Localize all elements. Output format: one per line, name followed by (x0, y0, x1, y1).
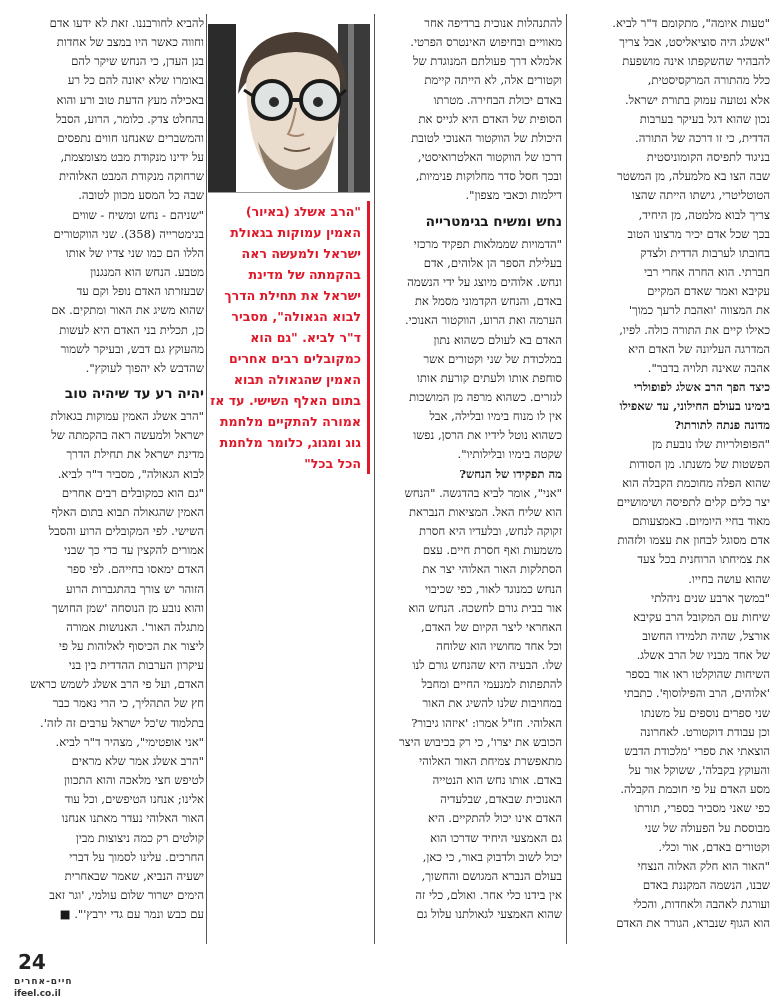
text-line: אין לו מנוח בימיו ובלילה, אבל (429, 409, 562, 424)
text-line: לבוא הגאולה", מסביר ד"ר לביא. (57, 466, 204, 481)
text-line: דרכו של הווקטור האלטרואיסטי, (417, 150, 562, 165)
text-line: אלמלא דרך פעולתם המנוגדת של (412, 54, 562, 69)
text-line: ועורגת לאהבה ולאחדות, והכלי (633, 897, 770, 912)
text-line: כיצד הפך הרב אשלג לפופולרי (633, 379, 770, 394)
text-line: והמשברים שאנחנו חווים נתפסים (57, 130, 204, 145)
column-rule (566, 14, 567, 944)
text-line: שהוא האמצעי לגאולתנו עלול גם (416, 907, 562, 922)
text-line: חץ של התהליך, כי הרי נאמר כבר (52, 696, 204, 711)
text-line: אורצל, שהיה תלמידו החשוב (642, 629, 770, 643)
text-line: במלכודת של שני וקטורים אשר (423, 351, 562, 366)
text-line: "הפופולריות שלו נובעת מן (652, 437, 770, 452)
text-line: באדם יכולת הבחירה. מטרתו (433, 92, 562, 107)
col1-body-2 (570, 435, 770, 933)
text-line: הוצאתי את ספרי 'מלכודת הדבש (624, 743, 770, 758)
text-line: מתגלה האור'. האנושות אמורה (66, 619, 204, 634)
text-line: שהדבש לא יהפוך לעוקץ". (85, 360, 204, 375)
text-line: להתנהלות אנוכית ברדיפה אחר (424, 16, 562, 30)
text-line: שהוא עושה בחייו. (688, 571, 770, 586)
col2-body (378, 14, 562, 206)
text-line: האור האלוהי נעדר מאתנו אנחנו (61, 811, 204, 826)
text-line: הסתלקות האור האלוהי יצר את (422, 562, 562, 577)
text-line: השיחות שהוקלטו ראו אור בספר (625, 667, 770, 682)
illustration-column (208, 24, 370, 474)
text-line: "הרב אשלג האמין עמוקות בגאולת (50, 409, 204, 424)
text-line: שבנו, הנשמה המקננת באדם (642, 878, 770, 893)
text-line: זקוקה לנחש, ובלעדיו היא חסרת (419, 524, 562, 539)
text-line: עיקרון הערבות ההדדית בין בני (68, 658, 204, 673)
text-line: במחויבות שלנו להשיג את האור (422, 696, 562, 711)
text-line: האדם, ועל פי הרב אשלג לשמש כראש (30, 677, 204, 692)
text-line: "אשלג היה סוציאליסט, אבל צריך (619, 35, 770, 50)
text-line: שבה הצו בא מלמעלה, מן המשטר (617, 169, 770, 184)
text-line: על ידינו מנקודת מבט מצומצמת, (60, 150, 204, 165)
text-line: כפי שאני מסביר בספרי, תורתו (634, 801, 770, 816)
text-line: עם כבש ונמר עם גדי ירבץ'". ■ (59, 907, 204, 922)
text-line: סוחפת אותו ולעתים קורעת אותו (416, 370, 562, 385)
col2-body-3 (378, 484, 562, 925)
text-line: כשהוא נוטל לידיו את הרסן, נפשו (413, 428, 562, 443)
col1-question (570, 378, 770, 435)
text-line: מדונה פנתה לתורתו? (674, 418, 770, 433)
text-line: את צמיחתו הרוחנית בכל צעד (637, 552, 770, 567)
text-line: בימינו בעולם החילוני, עד שאפילו (619, 399, 770, 414)
text-line: אור בבית גורם לחשכה. הנחש הוא (408, 600, 562, 615)
text-line: בגן העדן, כי הנחש שיקר להם (71, 54, 204, 69)
text-line: שיחות עם המקובל הרב עקיבא (633, 609, 770, 624)
text-line: הללו הם כמו שני צדיו של אותו (65, 245, 204, 260)
text-line: בחובתו לערבות הדדית ולצדק (640, 245, 770, 260)
text-line: שני ספרים נוספים על משנתו (641, 705, 770, 720)
text-line: הימים ישרור שלום עולמי, 'וגר זאב (49, 888, 204, 903)
text-line: הכובש את יצרו', כי רק בכיבוש היצר (398, 734, 562, 749)
text-line: כאילו קיים את התורה כולה. לפיו, (619, 322, 770, 337)
text-line: מדינת ישראל את תחילת הדרך (66, 447, 204, 462)
col4-body-2 (14, 407, 204, 924)
text-line: גם האמצעי היחיד שדרכו הוא (430, 830, 562, 845)
text-line: להביא לחורבננו. זאת לא ידעו אדם (49, 16, 204, 30)
text-line: באכילה מעץ הדעת טוב ורע והוא (56, 92, 204, 107)
text-line: "טעות איומה", מתקומם ד"ר לביא. (612, 16, 770, 30)
text-line: האמין שהגאולה תבוא בתום האלף (51, 504, 204, 519)
pull-quote: "הרב אשלג (באיור) האמין עמוקות בגאולת ישראל ולמעשה ראה בהקמתה של מדינת ישראל את תחילת הדרך לבוא הגאולה", מסביר ד"ר לביא. "גם הוא כמקובלים רבים אחרים האמין שהגאולה תבוא בתום האלף השישי. עד אז אמורה להתקיים מלחמת גוג ומגוג, כלומר מלחמת הכל בכל" (208, 201, 370, 474)
text-line: לגזרים. כשהוא מרפה מן המושכות (409, 389, 562, 404)
text-line: אמורים להקצין עד כדי כך שבני (64, 543, 204, 558)
text-line: הפשטות של משנתו. מן הסודות (629, 456, 770, 471)
text-line: ליצור את הכיסוף לאלוהות על פי (58, 639, 204, 653)
page-number: 24 (18, 950, 46, 974)
text-line: יצר כלים קלים לתפיסה ושימושיים (616, 494, 770, 509)
text-line: להתפתות למנעמי החיים ומחבל (421, 677, 562, 692)
text-line: אדם מסוגל לבחון את עצמו ולזהות (617, 533, 770, 548)
col2-body-2 (378, 235, 562, 465)
col2-question: מה תפקידו של הנחש? (459, 466, 562, 481)
text-line: השישי. לפי המקובלים הרוע והסבל (48, 524, 204, 539)
text-line: המדרגה העליונה של האדם היא (628, 341, 770, 356)
text-line: "הדמויות שממלאות תפקיד מרכזי (413, 236, 562, 251)
text-line: הטוטליטרי, גישתו הייתה שהצו (631, 188, 770, 203)
text-line: ישראל ולמעשה ראה בהקמתה של (51, 428, 204, 443)
text-line: היכולת של הווקטור האנוכי לטובת (411, 130, 562, 145)
text-line: מאוויים ובחיפוש האינטרס הפרטי. (410, 35, 562, 50)
text-line: בגימטרייה (358). שני הווקטורים (53, 226, 204, 241)
portrait-illustration (208, 24, 370, 192)
magazine-site: ifeel.co.il (14, 989, 61, 999)
text-line: באומרו שלא יאונה להם כל רע (67, 73, 204, 88)
text-line: קולטים רק כמה ניצוצות מבין (75, 830, 204, 845)
column-rule (206, 14, 207, 944)
text-line: הסופית של האדם היא לגייס את (418, 111, 562, 126)
text-line: הדדית, כי זו דרכה של התורה. (635, 130, 770, 145)
text-line: הוא הגוף שנברא, הגורר את האדם (616, 916, 770, 931)
text-line: כן, תכלית בני האדם היא לעשות (59, 322, 204, 337)
text-line: מטבע. הנחש הוא המנגנון (90, 265, 204, 280)
text-line: מתאפשרת צמיחת האור האלוהי (419, 753, 562, 768)
text-line: 'אלוהים, הרב והפילוסוף'. כתבתי (623, 686, 770, 701)
text-line: האדם אינו יכול להתקיים. היא (427, 811, 562, 826)
text-line: וכן עבודת דוקטורט. לאחרונה (640, 724, 770, 739)
text-line: אלינו; אנחנו הטיפשים, וכל עוד (64, 792, 204, 807)
text-line: בכך שכל אדם יכיר מרצונו הטוב (627, 226, 770, 241)
text-line: הזוהר יש צורך בהתגברות הרוע (65, 581, 204, 596)
text-line: שהוא הפלה מחוכמת הקבלה הוא (622, 475, 770, 490)
article-column-2 (378, 14, 562, 924)
text-line: האדם בא לעולם כשהוא נתון (433, 332, 562, 347)
text-line: לטיפש חצי מלאכה והוא התכוון (64, 773, 204, 788)
text-line: בהחלט צדק. כלומר, הרוע, הסבל (56, 111, 204, 126)
text-line: את המצווה 'ואהבת לרעך כמוך' (628, 303, 770, 318)
text-line: והעוקץ בקבלה', ששוקל אור על (628, 763, 770, 778)
text-line: ונחש. אלוהים מיוצג על ידי הנשמה (407, 275, 562, 290)
text-line: וכל אחד מחושיו הוא שלוחה (436, 639, 562, 653)
article-column-1 (570, 14, 770, 934)
text-line: של אחד מבניו של הרב אשלג. (636, 648, 770, 663)
text-line: שהוא משיג את האור ומתקים. אם (51, 303, 204, 318)
text-line: הוא שליח האל. המציאות הנבראת (408, 504, 562, 519)
text-line: "האור הוא חלק האלוה הנצחי (637, 858, 770, 873)
text-line: שלו. הבעיה היא שהנחש גורם לנו (412, 658, 562, 673)
text-line: בתלמוד ש'כל ישראל ערבים זה לזה'. (40, 715, 204, 730)
text-line: חברתי. הוא החרה אחרי רבי (643, 265, 770, 280)
text-line: יכול לשוב ולדבוק באור, כי כאן, (422, 849, 562, 864)
col4-body (14, 14, 204, 378)
text-line: באדם. אותו נחש הוא הנטייה (432, 773, 562, 788)
text-line: אלא נטועה עמוק בתורת ישראל. (624, 92, 770, 107)
text-line: צריך לבוא מלמטה, מן היחיד, (638, 207, 770, 222)
text-line: הערמה ואת הרוע, הווקטור האנוכי. (404, 313, 562, 328)
text-line: וחווה כאשר היו במצב של אחדות (56, 35, 204, 50)
text-line: והוא נובע מן הנוסחה 'שמן החושך (52, 600, 204, 615)
text-line: "הרב אשלג אמר שלא מראים (71, 753, 204, 768)
text-line: האנוכית שבאדם, שבלעדיה (440, 792, 562, 807)
text-line: החרכים. עלינו לסמוך על דברי (69, 849, 204, 864)
text-line: "במשך ארבע שנים ניהלתי (651, 590, 770, 605)
text-line: שקטה בימיו ובלילותיו". (457, 447, 562, 462)
text-line: "שניהם - נחש ומשיח - שווים (72, 207, 204, 222)
text-line: מסע האדם על פי חוכמת הקבלה. (620, 782, 770, 797)
text-line: ישעיה הנביא, שאמר שבאחרית (64, 868, 204, 883)
text-line: וקטורים אלה, לא הייתה קיימת (424, 73, 562, 88)
text-line: אהבה שאינה תלויה בדבר". (647, 360, 770, 375)
text-line: וקטורים באדם, אור וכלי. (658, 839, 770, 854)
text-line: כלל מהתורה המרקסיסטית, (647, 73, 770, 88)
rabbi-ashlag-illustration (208, 24, 370, 193)
text-line: שבה כל המסע מכוון לטובה. (78, 188, 204, 203)
text-line: "אני אופטימי", מצהיר ד"ר לביא. (55, 734, 204, 749)
text-line: שבעזרתו האדם נופל וקם עד (76, 284, 204, 299)
text-line: "גם הוא כמקובלים רבים אחרים (61, 485, 204, 500)
text-line: בניגוד לתפיסה הקומוניסטית (646, 150, 770, 165)
text-line: האחראי ליצר הקיום של האדם, (420, 619, 562, 634)
magazine-logo (14, 976, 74, 1000)
section-heading-bad-until-good: יהיה רע עד שיהיה טוב (64, 385, 204, 402)
text-line: הנחש כמנוגד לאור, כפי שכיבוי (425, 581, 562, 596)
text-line: נכון שהוא דגל בעיקר בערבות (639, 111, 770, 126)
text-line: ובכך חסל סדר מחלוקות פנימיות, (415, 169, 562, 184)
text-line: משמעות ואף חסרת חיים. עצם (422, 543, 562, 558)
text-line: דילמות וכאבי מצפון". (465, 188, 562, 203)
text-line: באדם, והנחש הקדמוני מסמל את (414, 294, 562, 309)
text-line: שרחוקה מנקודת המבט האלוהית (58, 169, 204, 184)
col1-body (570, 14, 770, 378)
text-line: מהעוקץ גם דבש, ובעיקר לשמור (60, 341, 204, 356)
text-line: להבהיר שהשקפתו אינה מושפעת (622, 54, 770, 69)
text-line: האדם ימאסו בחייהם. לפי ספר (67, 562, 204, 577)
section-heading-snake-messiah: נחש ומשיח בגימטרייה (425, 213, 562, 230)
text-line: מאוד בחיי היומיום. באמצעותם (632, 514, 770, 529)
text-line: בעלילת הספר הן אלוהים, אדם (423, 255, 562, 270)
magazine-name: חיים-אחרים (14, 977, 73, 987)
text-line: עקיבא ואמר שאדם המקיים (647, 284, 770, 299)
text-line: מבוססת על הפעולה של שני (644, 820, 770, 835)
text-line: אין בידנו כלי אחר. ואולם, כלי זה (415, 888, 562, 903)
text-line: "אני", אומר לביא בהדגשה. "הנחש (404, 485, 562, 500)
text-line: האלוהי. חז"ל אמרו: 'איזהו גיבור? (411, 715, 562, 730)
text-line: בעולם הנברא המגושם והחשוך, (421, 868, 562, 883)
article-column-4 (14, 14, 204, 924)
column-rule (374, 14, 375, 944)
